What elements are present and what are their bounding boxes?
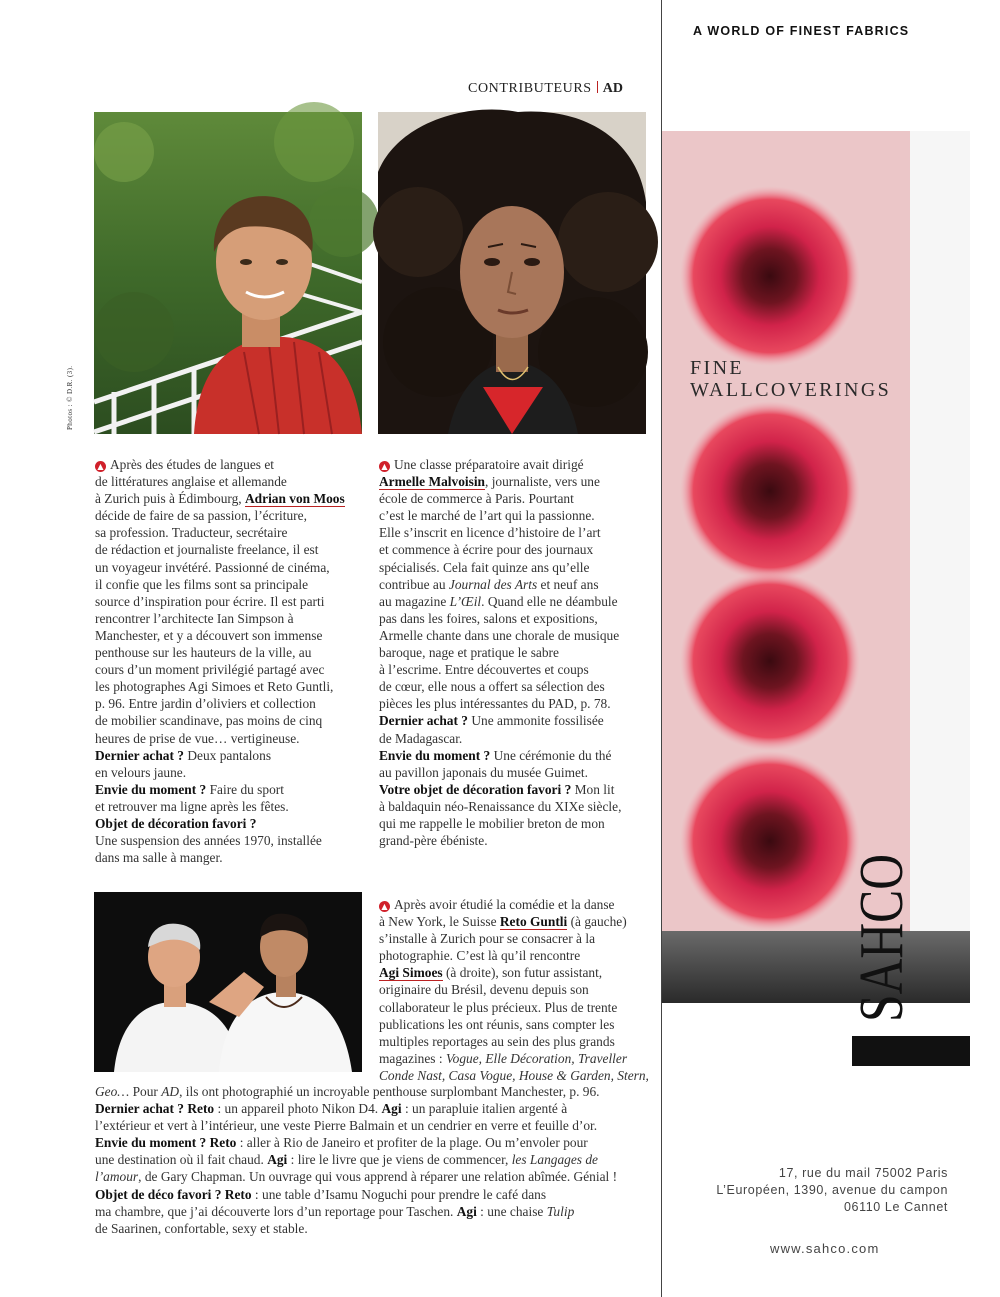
product-name: Tulip [546, 1203, 575, 1219]
text-line: Manchester, et y a découvert son immense [95, 627, 323, 643]
answer-text: : lire le livre que je viens de commencer, [287, 1152, 512, 1168]
answer-text: au pavillon japonais du musée Guimet. [379, 764, 588, 780]
answer-text: : aller à Rio de Janeiro et profiter de la plage. Ou m’envoler pour [236, 1135, 588, 1151]
section-separator [597, 81, 598, 93]
publication-title: Conde Nast, Casa Vogue, House & Garden, Stern, [379, 1067, 649, 1083]
publication-title: Journal des Arts [448, 576, 538, 592]
text-line: s’installe à Zurich pour se consacrer à la [379, 931, 596, 947]
red-arrow-icon: ▲ [379, 901, 390, 912]
question-label: Dernier achat ? [95, 1101, 185, 1117]
section-title: CONTRIBUTEURS [468, 81, 592, 96]
brand-bar [852, 1036, 970, 1066]
text-line: pas dans les foires, salons et expositions, [379, 610, 598, 626]
question-label: Objet de déco favori ? [95, 1186, 222, 1202]
text-line: de mobilier scandinave, pas moins de cinq [95, 713, 323, 729]
photo-reto-guntli-agi-simoes [94, 892, 362, 1072]
text-line: sa profession. Traducteur, secrétaire [95, 525, 288, 541]
brand-logo [848, 811, 916, 1024]
text-line: . Quand elle ne déambule [481, 593, 618, 609]
person-label: Reto [206, 1135, 237, 1151]
question-label: Objet de décoration favori ? [95, 815, 257, 831]
text-line: penthouse sur les hauteurs de la ville, au [95, 645, 312, 661]
product-line-1: FINE [690, 357, 745, 379]
photo-credit: Photos : © D.R. (3). [66, 365, 74, 430]
publication-title: L’Œil [449, 593, 482, 609]
text-line: à Zurich puis à Édimbourg, [95, 491, 242, 507]
section-header [468, 81, 623, 97]
ad-address [700, 1165, 948, 1216]
text-line: et neuf ans [537, 576, 599, 592]
ad-wallcovering-image [662, 131, 970, 1003]
text-line: , ils ont photographié un incroyable penthouse surplombant Manchester, p. 96. [179, 1084, 600, 1099]
question-label: Envie du moment ? [95, 781, 207, 797]
photo-armelle-malvoisin [378, 112, 646, 434]
text-line: il confie que les films sont sa principale [95, 576, 309, 592]
text-line: de cœur, elle nous a offert sa sélection des [379, 679, 605, 695]
question-label: Dernier achat ? [95, 747, 185, 763]
answer-text: dans ma salle à manger. [95, 850, 223, 866]
person-label: Reto [184, 1101, 215, 1117]
publication-title: l’amour [95, 1169, 139, 1185]
answer-text: Une ammonite fossilisée [468, 713, 604, 729]
text-line: de rédaction et journaliste freelance, il est [95, 542, 319, 558]
contributor-text-photographers [379, 896, 649, 1084]
ad-website: www.sahco.com [770, 1241, 880, 1256]
red-arrow-icon: ▲ [95, 461, 106, 472]
magazine-logo: AD [602, 81, 623, 96]
text-line: , journaliste, vers une [485, 474, 600, 490]
text-line: Elle s’inscrit en licence d’histoire de l’art [379, 525, 601, 541]
publication-title: AD [161, 1084, 180, 1099]
red-arrow-icon: ▲ [379, 461, 390, 472]
answer-text: l’extérieur et vert à l’intérieur, une veste Pierre Balmain et un cendrier en verre et feuille d’or. [95, 1118, 598, 1134]
text-line: les photographes Agi Simoes et Reto Guntli, [95, 679, 334, 695]
text-line: Armelle chante dans une chorale de musique [379, 627, 620, 643]
brand-logo-text: SAHCO [848, 811, 916, 1022]
text-line: à l’escrime. Entre découvertes et coups [379, 662, 589, 678]
answer-text: : un appareil photo Nikon D4. [214, 1101, 382, 1117]
text-line: originaire du Brésil, devenu depuis son [379, 982, 589, 998]
question-label: Envie du moment ? [379, 747, 491, 763]
text-line: école de commerce à Paris. Pourtant [379, 491, 574, 507]
text-line: p. 96. Entre jardin d’oliviers et collection [95, 696, 316, 712]
answer-text: Mon lit [571, 781, 615, 797]
text-line: rencontrer l’architecte Ian Simpson à [95, 610, 294, 626]
text-line: spécialisés. Cela fait quinze ans qu’elle [379, 559, 590, 575]
text-line: photographie. C’est là qu’il rencontre [379, 948, 581, 964]
answer-text: qui me rappelle le mobilier breton de mon [379, 815, 605, 831]
question-label: Envie du moment ? [95, 1135, 207, 1151]
text-line: à New York, le Suisse [379, 914, 500, 930]
answer-text: Une cérémonie du thé [490, 747, 612, 763]
text-line: (à gauche) [567, 914, 627, 930]
answer-text: Deux pantalons [184, 747, 272, 763]
answer-text: grand-père ébéniste. [379, 833, 488, 849]
address-line: 17, rue du mail 75002 Paris [778, 1166, 948, 1180]
photo-adrian-von-moos [94, 112, 362, 434]
answer-text: de Madagascar. [379, 730, 463, 746]
publication-title: les Langages de [511, 1152, 598, 1168]
text-line: source d’inspiration pour écrire. Il est parti [95, 593, 325, 609]
answer-text: : une chaise [476, 1203, 547, 1219]
answer-text: ma chambre, que j’ai découverte lors d’un reportage pour Taschen. [95, 1203, 457, 1219]
answer-text: Faire du sport [206, 781, 284, 797]
contributor-text-adrian [95, 456, 363, 866]
text-line: pièces les plus intéressantes du PAD, p. 78. [379, 696, 611, 712]
answer-text: : une table d’Isamu Noguchi pour prendre le café dans [251, 1186, 547, 1202]
text-line: au magazine [379, 593, 450, 609]
contributor-name: Armelle Malvoisin [379, 474, 485, 490]
contributor-name: Agi Simoes [379, 965, 443, 981]
question-label: Votre objet de décoration favori ? [379, 781, 572, 797]
person-label: Agi [267, 1152, 288, 1168]
text-line: un voyageur invétéré. Passionné de cinéma, [95, 559, 330, 575]
publication-title: Vogue, Elle Décoration, Traveller [445, 1050, 628, 1066]
address-line: 06110 Le Cannet [844, 1200, 948, 1214]
answer-text: Une suspension des années 1970, installée [95, 833, 322, 849]
contributor-text-photographers-cont [95, 1083, 655, 1237]
question-label: Dernier achat ? [379, 713, 469, 729]
text-line: magazines : [379, 1050, 446, 1066]
text-line: de littératures anglaise et allemande [95, 474, 287, 490]
contributor-name: Reto Guntli [499, 914, 568, 930]
answer-text: en velours jaune. [95, 764, 187, 780]
text-line: heures de prise de vue… vertigineuse. [95, 730, 300, 746]
answer-text: à baldaquin néo-Renaissance du XIXe siècle, [379, 798, 622, 814]
publication-title: Geo… [95, 1084, 130, 1099]
text-line: collaborateur le plus précieux. Plus de trente [379, 999, 618, 1015]
text-line: (à droite), son futur assistant, [442, 965, 603, 981]
answer-text: , de Gary Chapman. Un ouvrage qui vous apprend à réparer une relation abîmée. Génial ! [138, 1169, 618, 1185]
text-line: c’est le marché de l’art qui la passionne. [379, 508, 595, 524]
contributor-name: Adrian von Moos [245, 491, 345, 507]
contributor-text-armelle [379, 456, 649, 849]
text-line: cours d’un moment privilégié partagé avec [95, 662, 325, 678]
answer-text: et retrouver ma ligne après les fêtes. [95, 798, 289, 814]
person-label: Agi [381, 1101, 402, 1117]
text-line: Après des études de langues et [110, 457, 274, 472]
answer-text: : un parapluie italien argenté à [401, 1101, 568, 1117]
answer-text: une destination où il fait chaud. [95, 1152, 268, 1168]
text-line: Après avoir étudié la comédie et la danse [394, 897, 615, 912]
text-line: Une classe préparatoire avait dirigé [394, 457, 584, 472]
ad-product-line [690, 357, 891, 401]
text-line: contribue au [379, 576, 449, 592]
ad-tagline: A WORLD OF FINEST FABRICS [693, 24, 910, 38]
text-line: multiples reportages au sein des plus grands [379, 1033, 615, 1049]
person-label: Reto [221, 1186, 252, 1202]
text-line: Pour [129, 1084, 162, 1099]
product-line-2: WALLCOVERINGS [690, 379, 892, 401]
text-line: décide de faire de sa passion, l’écriture, [95, 508, 307, 524]
text-line: publications les ont réunis, sans compter les [379, 1016, 615, 1032]
text-line: baroque, nage et pratique le sabre [379, 645, 559, 661]
person-label: Agi [456, 1203, 477, 1219]
address-line: L’Européen, 1390, avenue du campon [716, 1183, 948, 1197]
answer-text: de Saarinen, confortable, sexy et stable. [95, 1220, 308, 1236]
text-line: et commence à écrire pour des journaux [379, 542, 594, 558]
